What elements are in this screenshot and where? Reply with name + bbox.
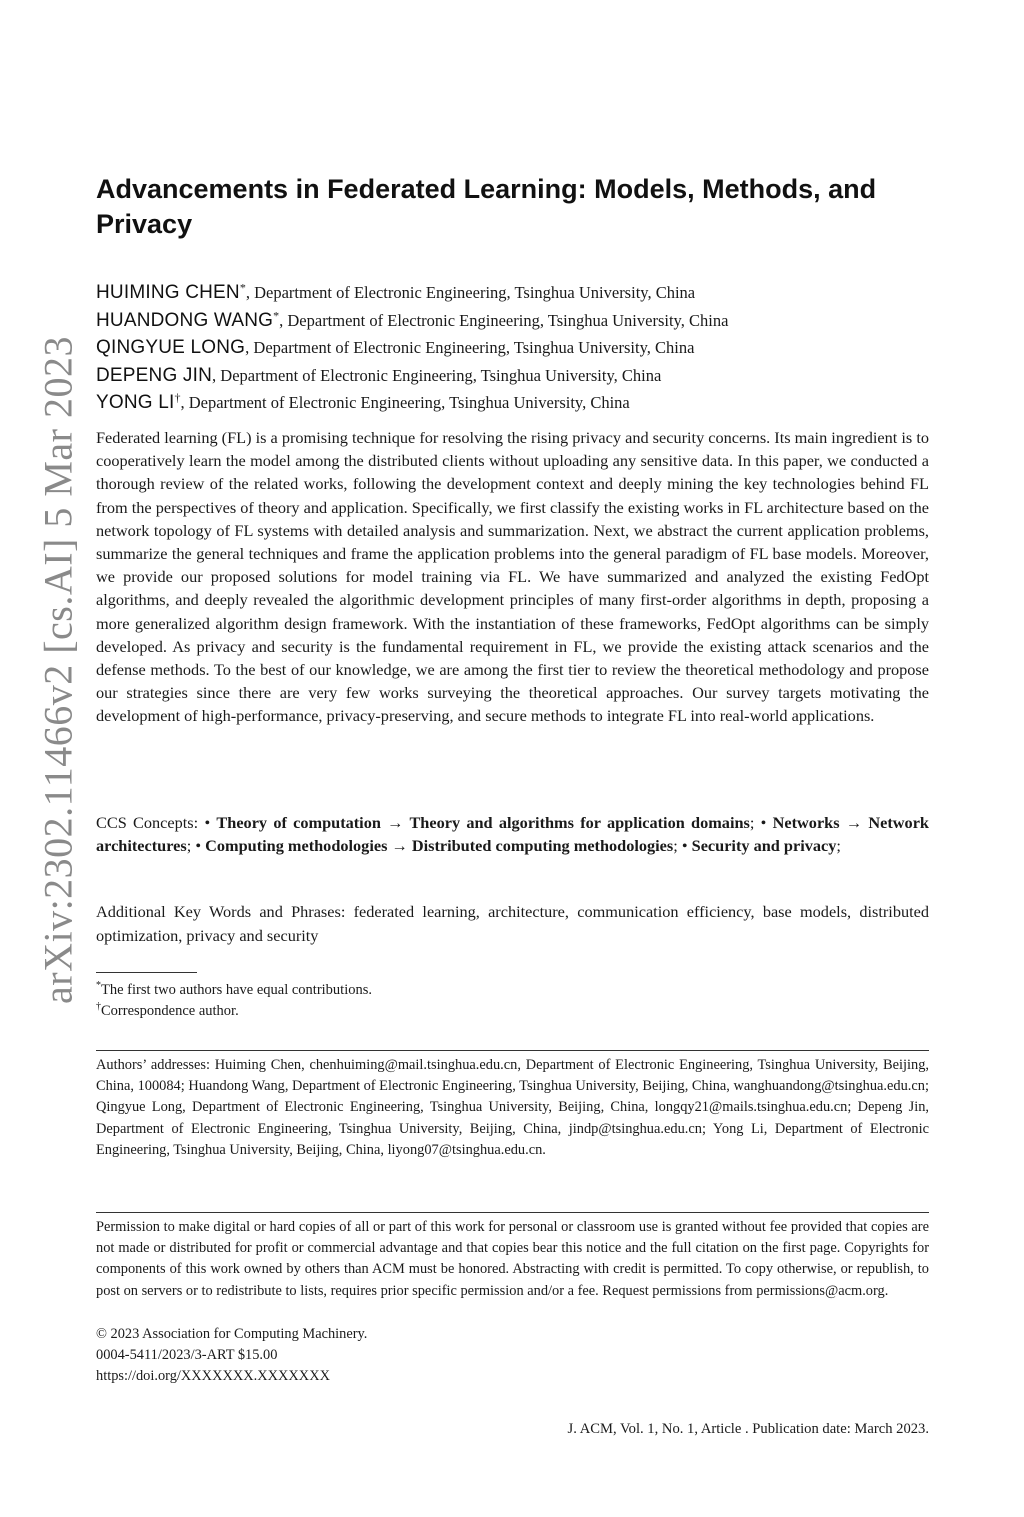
footnote bbox=[96, 1001, 929, 1022]
footnote-divider bbox=[96, 972, 197, 973]
author-name: DEPENG JIN bbox=[96, 364, 213, 386]
ccs-concept: Theory of computation bbox=[216, 813, 381, 832]
author-entry bbox=[96, 334, 929, 362]
author-affiliation: , Department of Electronic Engineering, Tsinghua University, China bbox=[212, 365, 662, 385]
footnotes bbox=[96, 980, 929, 1022]
publication-meta bbox=[96, 1324, 929, 1388]
author-entry bbox=[96, 307, 929, 335]
arxiv-identifier: arXiv:2302.11466v2 [cs.AI] 5 Mar 2023 bbox=[35, 335, 81, 1005]
journal-footer: J. ACM, Vol. 1, No. 1, Article . Publication date: March 2023. bbox=[567, 1421, 929, 1437]
keywords: Additional Key Words and Phrases: federated learning, architecture, communication efficiency, base models, distributed optimization, privacy and security bbox=[96, 902, 929, 945]
ccs-concepts bbox=[96, 811, 929, 857]
ccs-prefix: CCS Concepts: bbox=[96, 813, 205, 832]
author-affiliation: , Department of Electronic Engineering, Tsinghua University, China bbox=[245, 283, 696, 302]
ccs-concept: Distributed computing methodologies bbox=[411, 836, 674, 856]
author-mark: * bbox=[273, 308, 280, 322]
permission-divider bbox=[96, 1212, 929, 1213]
author-entry bbox=[96, 389, 929, 417]
ccs-end: ; bbox=[836, 836, 841, 856]
author-entry bbox=[96, 279, 929, 307]
ccs-arrow: → bbox=[839, 813, 869, 832]
author-name: HUANDONG WANG bbox=[96, 309, 274, 331]
author-affiliation: , Department of Electronic Engineering, Tsinghua University, China bbox=[180, 393, 630, 412]
ccs-bullet: • bbox=[195, 836, 206, 856]
ccs-concept: Security and privacy bbox=[691, 836, 837, 856]
ccs-separator: ; bbox=[673, 836, 682, 856]
ccs-bullet: • bbox=[760, 813, 773, 832]
author-mark: † bbox=[174, 390, 181, 405]
ccs-bullet: • bbox=[681, 836, 692, 856]
issn-line: 0004-5411/2023/3-ART $15.00 bbox=[96, 1347, 278, 1364]
footnote-text: Correspondence author. bbox=[101, 1003, 239, 1019]
author-list bbox=[96, 279, 929, 417]
author-name: HUIMING CHEN bbox=[96, 282, 240, 303]
footnote-text: The first two authors have equal contributions. bbox=[101, 982, 373, 998]
ccs-concept: Networks bbox=[772, 813, 840, 832]
paper-title: Advancements in Federated Learning: Models, Methods, and Privacy bbox=[96, 174, 877, 239]
author-name: YONG LI bbox=[96, 392, 175, 413]
ccs-arrow: → bbox=[387, 836, 412, 856]
author-entry bbox=[96, 362, 929, 390]
addresses-divider bbox=[96, 1050, 929, 1051]
footnote-mark: † bbox=[96, 1001, 101, 1013]
ccs-concept: Network architectures bbox=[96, 813, 929, 856]
footnote bbox=[96, 980, 929, 1001]
author-addresses: Authors’ addresses: Huiming Chen, chenhuiming@mail.tsinghua.edu.cn, Department of Electronic Engineering, Tsinghua University, Beijing, China, 100084; Huandong Wang, Department of Electronic Engineering, Tsinghua University, Beijing, China, wanghuandong@tsinghua.edu.cn; Qingyue Long, Department of Electronic Engineering, Tsinghua University, Beijing, China, longqy21@mails.tsinghua.edu.cn; Depeng Jin, Department of Electronic Engineering, Tsinghua University, Beijing, China, jindp@tsinghua.edu.cn; Yong Li, Department of Electronic Engineering, Tsinghua University, Beijing, China, liyong07@tsinghua.edu.cn. bbox=[96, 1057, 929, 1158]
copyright-line: © 2023 Association for Computing Machinery. bbox=[96, 1326, 368, 1342]
ccs-concept: Computing methodologies bbox=[205, 836, 388, 856]
author-mark: * bbox=[239, 280, 246, 295]
ccs-separator: ; bbox=[186, 836, 196, 856]
author-name: QINGYUE LONG bbox=[96, 337, 246, 358]
permission-notice: Permission to make digital or hard copies of all or part of this work for personal or classroom use is granted without fee provided that copies are not made or distributed for profit or commercial advantage and that copies bear this notice and the full citation on the first page. Copyrights for components of this work owned by others than ACM must be honored. Abstracting with credit is permitted. To copy otherwise, or republish, to post on servers or to redistribute to lists, requires prior specific permission and/or a fee. Request permissions from permissions@acm.org. bbox=[96, 1219, 929, 1299]
author-affiliation: , Department of Electronic Engineering, Tsinghua University, China bbox=[279, 310, 729, 330]
author-affiliation: , Department of Electronic Engineering, Tsinghua University, China bbox=[245, 338, 695, 357]
footnote-mark: * bbox=[96, 980, 101, 992]
abstract: Federated learning (FL) is a promising technique for resolving the rising privacy and security concerns. Its main ingredient is to cooperatively learn the model among the distributed clients without uploading any sensitive data. In this paper, we conducted a thorough review of the related works, following the development context and deeply mining the key technologies behind FL from the perspectives of theory and application. Specifically, we first classify the existing works in FL architecture based on the network topology of FL systems with detailed analysis and summarization. Next, we abstract the current application problems, summarize the general techniques and frame the application problems into the general paradigm of FL base models. Moreover, we provide our proposed solutions for model training via FL. We have summarized and analyzed the existing FedOpt algorithms, and deeply revealed the algorithmic development principles of many first-order algorithms in depth, proposing a more generalized algorithm design framework. With the instantiation of these frameworks, FedOpt algorithms can be simply developed. As privacy and security is the fundamental requirement in FL, we provide the existing attack scenarios and the defense methods. To the best of our knowledge, we are among the first tier to review the theoretical methodology and propose our strategies since there are very few works surveying the theoretical approaches. Our survey targets motivating the development of high-performance, privacy-preserving, and secure methods to integrate FL into real-world applications. bbox=[96, 428, 929, 726]
ccs-arrow: → bbox=[380, 813, 410, 832]
ccs-concept: Theory and algorithms for application domains bbox=[409, 813, 750, 832]
ccs-bullet: • bbox=[204, 813, 217, 832]
ccs-separator: ; bbox=[749, 813, 761, 832]
doi-link[interactable]: https://doi.org/XXXXXXX.XXXXXXX bbox=[96, 1368, 330, 1385]
